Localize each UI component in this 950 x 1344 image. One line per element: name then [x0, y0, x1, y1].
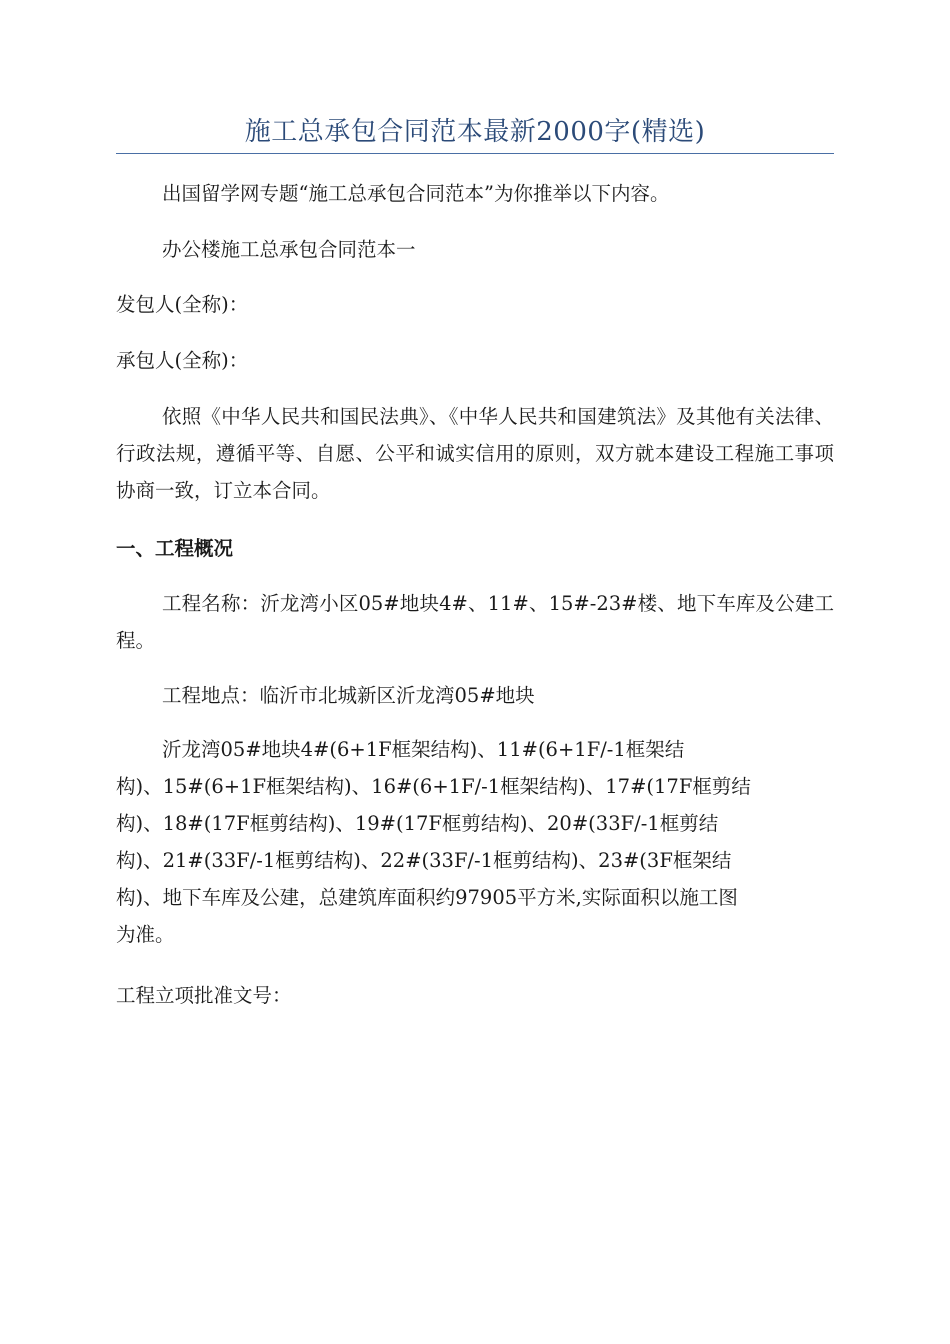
contractor-field-label: 承包人(全称)： — [116, 349, 249, 372]
scope-line: 为准。 — [116, 923, 175, 946]
section-heading-project-overview: 一、工程概况 — [116, 537, 234, 560]
scope-line: 沂龙湾05#地块4#(6+1F框架结构)、11#(6+1F/-1框架结 — [162, 738, 685, 761]
document-title: 施工总承包合同范本最新2000字(精选) — [244, 117, 706, 147]
contract-subtitle: 办公楼施工总承包合同范本一 — [162, 238, 416, 261]
project-scope-paragraph — [116, 731, 834, 953]
intro-paragraph: 出国留学网专题“施工总承包合同范本”为你推举以下内容。 — [162, 182, 670, 205]
project-location-paragraph: 工程地点：临沂市北城新区沂龙湾05#地块 — [162, 684, 535, 707]
scope-line: 构)、15#(6+1F框架结构)、16#(6+1F/-1框架结构)、17#(17F框剪结 — [116, 775, 751, 798]
scope-line: 构)、18#(17F框剪结构)、19#(17F框剪结构)、20#(33F/-1框剪结 — [116, 812, 719, 835]
approval-number-label: 工程立项批准文号： — [116, 984, 292, 1007]
project-name-paragraph: 工程名称：沂龙湾小区05#地块4#、11#、15#-23#楼、地下车库及公建工程。 — [116, 592, 834, 652]
title-underline — [116, 153, 834, 154]
scope-line: 构)、21#(33F/-1框剪结构)、22#(33F/-1框剪结构)、23#(3F框架结 — [116, 849, 732, 872]
employer-field-label: 发包人(全称)： — [116, 293, 249, 316]
scope-line: 构)、地下车库及公建，总建筑库面积约97905平方米,实际面积以施工图 — [116, 886, 738, 909]
legal-basis-paragraph: 依照《中华人民共和国民法典》、《中华人民共和国建筑法》及其他有关法律、行政法规，遵循平等、自愿、公平和诚实信用的原则，双方就本建设工程施工事项协商一致，订立本合同。 — [116, 405, 834, 502]
